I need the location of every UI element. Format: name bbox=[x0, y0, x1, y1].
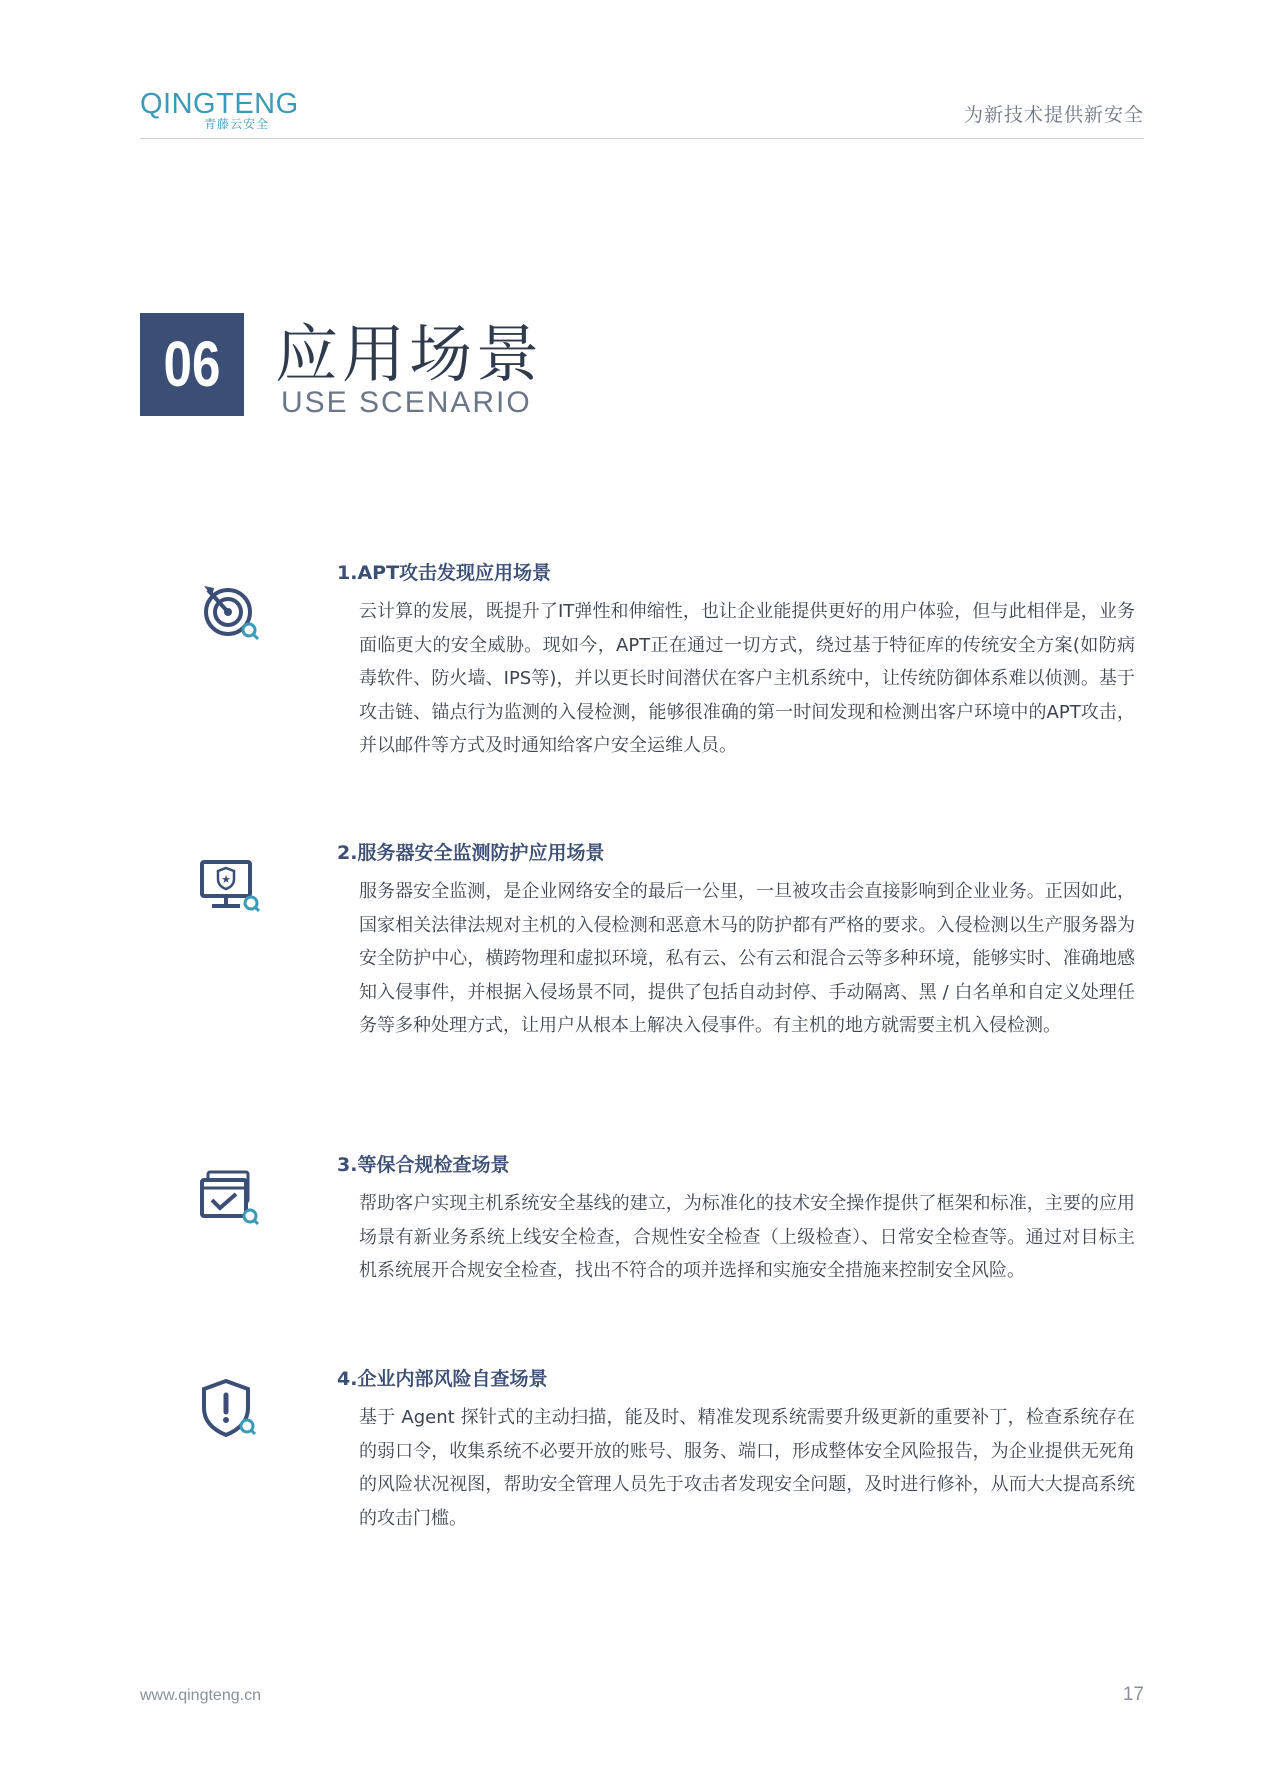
item-title-server: 2.服务器安全监测防护应用场景 bbox=[337, 842, 605, 864]
shield-alert-search-icon bbox=[200, 1378, 260, 1438]
section-subtitle: USE SCENARIO bbox=[281, 386, 532, 419]
target-search-icon bbox=[200, 580, 260, 640]
item-body-compliance: 帮助客户实现主机系统安全基线的建立，为标准化的技术安全操作提供了框架和标准，主要的应用场景有新业务系统上线安全检查，合规性安全检查（上级检查）、日常安全检查等。通过对目标主机系统展开合规安全检查，找出不符合的项并选择和实施安全措施来控制安全风险。 bbox=[359, 1193, 1135, 1281]
logo: QINGTENG bbox=[140, 88, 299, 120]
logo-subtitle: 青藤云安全 bbox=[204, 117, 270, 131]
item-title-apt: 1.APT攻击发现应用场景 bbox=[337, 562, 552, 584]
monitor-shield-search-icon bbox=[200, 858, 260, 918]
item-body-server: 服务器安全监测，是企业网络安全的最后一公里，一旦被攻击会直接影响到企业业务。正因如此，国家相关法律法规对主机的入侵检测和恶意木马的防护都有严格的要求。入侵检测以生产服务器为安全防护中心，横跨物理和虚拟环境，私有云、公有云和混合云等多种环境，能够实时、准确地感知入侵事件，并根据入侵场景不同，提供了包括自动封停、手动隔离、黑 / 白名单和自定义处理任务等多种处理方式，让用户从根本上解决入侵事件。有主机的地方就需要主机入侵检测。 bbox=[359, 881, 1135, 1036]
checklist-search-icon bbox=[200, 1170, 260, 1230]
footer-url: www.qingteng.cn bbox=[140, 1687, 261, 1704]
section-number: 06 bbox=[163, 328, 221, 400]
page-header bbox=[140, 88, 1144, 139]
item-title-compliance: 3.等保合规检查场景 bbox=[337, 1154, 510, 1176]
item-body-internal-risk: 基于 Agent 探针式的主动扫描，能及时、精准发现系统需要升级更新的重要补丁，检查系统存在的弱口令，收集系统不必要开放的账号、服务、端口，形成整体安全风险报告，为企业提供无死角的风险状况视图，帮助安全管理人员先于攻击者发现安全问题，及时进行修补，从而大大提高系统的攻击门槛。 bbox=[359, 1407, 1135, 1529]
item-title-internal-risk: 4.企业内部风险自查场景 bbox=[337, 1368, 548, 1390]
svg-text:★: ★ bbox=[221, 873, 231, 886]
item-body-apt: 云计算的发展，既提升了IT弹性和伸缩性，也让企业能提供更好的用户体验，但与此相伴是，业务面临更大的安全威胁。现如今，APT正在通过一切方式，绕过基于特征库的传统安全方案(如防病毒软件、防火墙、IPS等)，并以更长时间潜伏在客户主机系统中，让传统防御体系难以侦测。基于攻击链、锚点行为监测的入侵检测，能够很准确的第一时间发现和检测出客户环境中的APT攻击，并以邮件等方式及时通知给客户安全运维人员。 bbox=[359, 601, 1135, 756]
header-slogan: 为新技术提供新安全 bbox=[963, 104, 1144, 126]
section-title: 应用场景 bbox=[275, 318, 543, 391]
page-number: 17 bbox=[1122, 1684, 1144, 1705]
section-number-badge bbox=[140, 313, 244, 416]
